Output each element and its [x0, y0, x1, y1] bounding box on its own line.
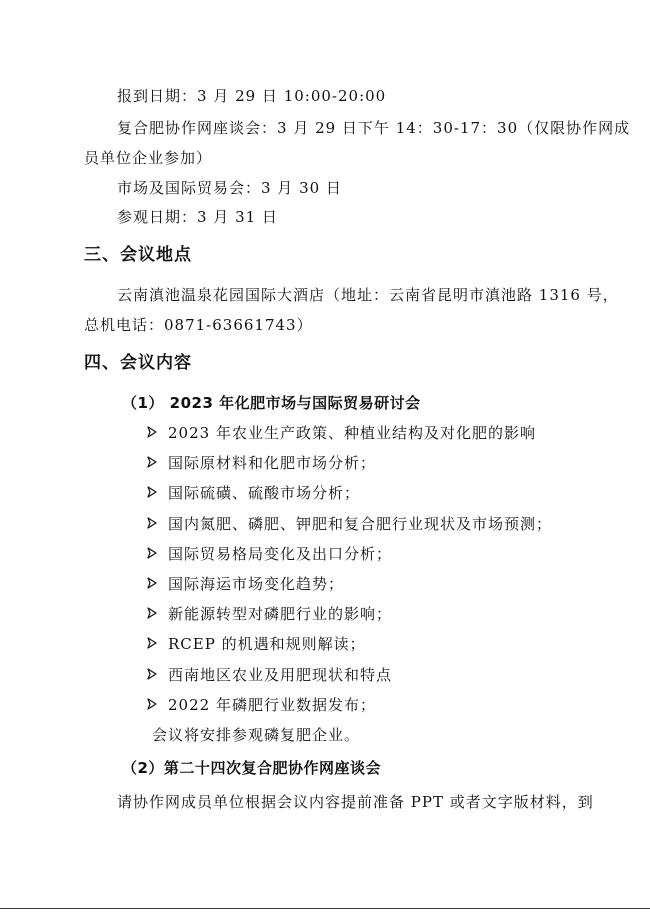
- agenda-bullet-item: [146, 483, 360, 505]
- arrow-right-icon: [146, 636, 168, 656]
- agenda-bullet-text: 2023 年农业生产政策、种植业结构及对化肥的影响: [168, 424, 536, 442]
- arrow-right-icon: [146, 546, 168, 566]
- agenda-bullet-item: [146, 453, 376, 475]
- agenda-bullet-text: 2022 年磷肥行业数据发布；: [168, 696, 376, 714]
- checkin-date: 报到日期：3 月 29 日 10:00-20:00: [117, 87, 387, 105]
- agenda-bullet-text: 西南地区农业及用肥现状和特点: [168, 666, 393, 684]
- agenda-bullet-item: [146, 695, 376, 717]
- agenda-bullet-item: [146, 544, 392, 566]
- agenda-bullet-item: [146, 423, 536, 445]
- visit-date: 参观日期：3 月 31 日: [117, 208, 278, 226]
- arrow-right-icon: [146, 697, 168, 717]
- materials-instruction: 请协作网成员单位根据会议内容提前准备 PPT 或者文字版材料，到: [117, 793, 594, 811]
- agenda-bullet-text: 新能源转型对磷肥行业的影响；: [168, 605, 393, 623]
- forum-time-line2: 员单位企业参加）: [84, 149, 213, 167]
- agenda-bullet-item: [146, 634, 366, 656]
- section-content-heading: 四、会议内容: [84, 353, 192, 373]
- agenda-bullet-text: RCEP 的机遇和规则解读；: [168, 635, 366, 653]
- agenda-bullet-text: 国际硫磺、硫酸市场分析；: [168, 484, 361, 502]
- arrow-right-icon: [146, 667, 168, 687]
- agenda-bullet-text: 国际贸易格局变化及出口分析；: [168, 545, 393, 563]
- arrow-right-icon: [146, 576, 168, 596]
- visit-note: 会议将安排参观磷复肥企业。: [152, 726, 361, 744]
- agenda-bullet-text: 国内氮肥、磷肥、钾肥和复合肥行业现状及市场预测；: [168, 515, 553, 533]
- subsection-1-title: （1） 2023 年化肥市场与国际贸易研讨会: [122, 394, 421, 412]
- arrow-right-icon: [146, 485, 168, 505]
- agenda-bullet-text: 国际海运市场变化趋势；: [168, 575, 345, 593]
- venue-address-line2: 总机电话：0871-63661743）: [84, 316, 313, 334]
- arrow-right-icon: [146, 516, 168, 536]
- agenda-bullet-item: [146, 574, 344, 596]
- arrow-right-icon: [146, 455, 168, 475]
- section-venue-heading: 三、会议地点: [84, 245, 192, 265]
- venue-address-line1: 云南滇池温泉花园国际大酒店（地址：云南省昆明市滇池路 1316 号，: [117, 286, 619, 304]
- agenda-bullet-item: [146, 604, 392, 626]
- market-date: 市场及国际贸易会：3 月 30 日: [117, 179, 342, 197]
- forum-time-line1: 复合肥协作网座谈会：3 月 29 日下午 14：30-17：30（仅限协作网成: [117, 119, 631, 137]
- agenda-bullet-text: 国际原材料和化肥市场分析；: [168, 454, 377, 472]
- arrow-right-icon: [146, 606, 168, 626]
- subsection-2-title: （2）第二十四次复合肥协作网座谈会: [122, 759, 381, 777]
- agenda-bullet-item: [146, 514, 552, 536]
- page-bottom-rule: [0, 908, 650, 909]
- arrow-right-icon: [146, 425, 168, 445]
- agenda-bullet-item: [146, 665, 392, 687]
